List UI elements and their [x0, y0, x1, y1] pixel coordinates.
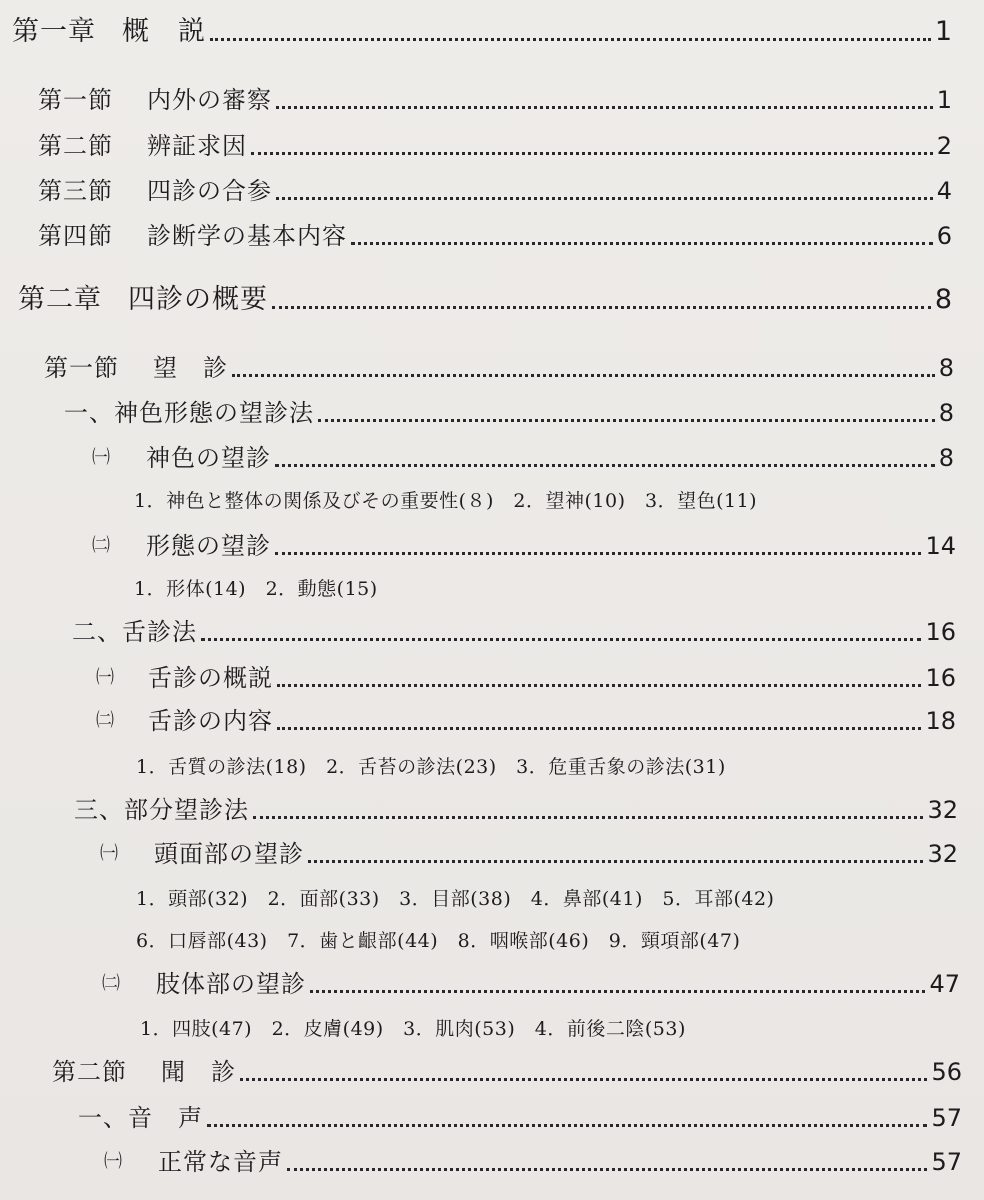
chapter-title: 概 説 — [122, 16, 206, 47]
section-title: 辨証求因 — [147, 132, 247, 160]
section-number: 第三節 — [38, 177, 113, 205]
dot-leader — [210, 38, 931, 41]
page-number: 18 — [925, 707, 956, 735]
topic-title: 三、部分望診法 — [74, 796, 249, 824]
toc-detail-items: 1．神色と整体の関係及びその重要性(８) 2．望神(10) 3．望色(11) — [134, 490, 758, 512]
toc-entry-section — [38, 173, 952, 209]
page-number: 57 — [931, 1104, 962, 1132]
dot-leader — [310, 990, 925, 993]
toc-entry-section — [44, 350, 954, 386]
dot-leader — [277, 684, 921, 687]
topic-title: 二、舌診法 — [72, 618, 197, 646]
page-number: 16 — [925, 618, 956, 646]
toc-entry-section — [38, 218, 952, 254]
chapter-number: 第二章 — [18, 284, 102, 315]
toc-entry-chapter-2 — [18, 282, 952, 318]
subtopic-marker: ㈡ — [92, 535, 110, 556]
subtopic-title: 頭面部の望診 — [154, 840, 304, 868]
section-number: 第四節 — [38, 222, 113, 250]
page-number: 56 — [931, 1058, 962, 1086]
section-title: 聞 診 — [161, 1058, 236, 1086]
section-number: 第二節 — [52, 1058, 127, 1086]
section-title: 望 診 — [153, 354, 228, 382]
toc-entry-section — [38, 128, 952, 164]
page-number: 8 — [938, 354, 954, 382]
dot-leader — [232, 374, 935, 377]
topic-title: 一、音 声 — [78, 1104, 203, 1132]
toc-detail-items: 1．舌質の診法(18) 2．舌苔の診法(23) 3．危重舌象の診法(31) — [136, 756, 726, 778]
topic-title: 一、神色形態の望診法 — [64, 399, 314, 427]
dot-leader — [318, 419, 935, 422]
toc-entry-subtopic — [102, 966, 960, 1002]
page-number: 57 — [931, 1148, 962, 1176]
page-number: 8 — [938, 399, 954, 427]
dot-leader — [277, 727, 921, 730]
page-number: 8 — [934, 284, 952, 315]
toc-entry-section — [38, 82, 952, 118]
toc-detail-items: 6．口唇部(43) 7．歯と齦部(44) 8．咽喉部(46) 9．頸項部(47) — [136, 930, 741, 952]
subtopic-title: 形態の望診 — [146, 532, 271, 560]
subtopic-title: 舌診の概説 — [148, 664, 273, 692]
toc-entry-topic — [64, 395, 954, 431]
dot-leader — [207, 1124, 927, 1127]
dot-leader — [287, 1168, 927, 1171]
chapter-title: 四診の概要 — [128, 284, 268, 315]
section-number: 第一節 — [38, 86, 113, 114]
page-number: 1 — [936, 86, 952, 114]
dot-leader — [240, 1078, 927, 1081]
page-number: 6 — [936, 222, 952, 250]
toc-entry-subtopic — [96, 660, 956, 696]
page-number: 1 — [934, 16, 952, 47]
toc-entry-subtopic — [104, 1144, 962, 1180]
dot-leader — [251, 152, 933, 155]
page-number: 8 — [938, 444, 954, 472]
dot-leader — [275, 464, 935, 467]
toc-entry-subtopic — [100, 836, 958, 872]
toc-entry-subtopic — [96, 703, 956, 739]
section-title: 内外の審察 — [147, 86, 272, 114]
page-number: 47 — [929, 970, 960, 998]
toc-entry-chapter-1 — [12, 14, 952, 50]
subtopic-marker: ㈡ — [96, 710, 114, 731]
toc-entry-section — [52, 1054, 962, 1090]
page-number: 32 — [927, 840, 958, 868]
dot-leader — [276, 197, 933, 200]
dot-leader — [308, 860, 923, 863]
dot-leader — [253, 816, 923, 819]
page-number: 2 — [936, 132, 952, 160]
page-number: 4 — [936, 177, 952, 205]
toc-entry-subtopic — [92, 528, 956, 564]
subtopic-marker: ㈠ — [96, 667, 114, 688]
subtopic-marker: ㈡ — [102, 973, 120, 994]
toc-detail-items: 1．頭部(32) 2．面部(33) 3．目部(38) 4．鼻部(41) 5．耳部(42) — [136, 888, 775, 910]
dot-leader — [201, 638, 921, 641]
section-number: 第一節 — [44, 354, 119, 382]
subtopic-title: 肢体部の望診 — [156, 970, 306, 998]
toc-detail-items: 1．四肢(47) 2．皮膚(49) 3．肌肉(53) 4．前後二陰(53) — [140, 1018, 686, 1040]
subtopic-title: 舌診の内容 — [148, 707, 273, 735]
page-number: 32 — [927, 796, 958, 824]
page-number: 14 — [925, 532, 956, 560]
toc-entry-topic — [78, 1100, 962, 1136]
toc-entry-subtopic — [92, 440, 954, 476]
toc-detail-items: 1．形体(14) 2．動態(15) — [134, 578, 378, 600]
subtopic-marker: ㈠ — [92, 447, 110, 468]
section-title: 診断学の基本内容 — [147, 222, 347, 250]
dot-leader — [275, 552, 921, 555]
chapter-number: 第一章 — [12, 16, 96, 47]
page-number: 16 — [925, 664, 956, 692]
toc-entry-topic — [74, 792, 958, 828]
subtopic-title: 神色の望診 — [146, 444, 271, 472]
dot-leader — [272, 306, 931, 309]
subtopic-marker: ㈠ — [104, 1151, 122, 1172]
subtopic-title: 正常な音声 — [158, 1148, 283, 1176]
subtopic-marker: ㈠ — [100, 843, 118, 864]
dot-leader — [351, 242, 933, 245]
section-title: 四診の合参 — [147, 177, 272, 205]
dot-leader — [276, 106, 933, 109]
section-number: 第二節 — [38, 132, 113, 160]
toc-entry-topic — [72, 614, 956, 650]
